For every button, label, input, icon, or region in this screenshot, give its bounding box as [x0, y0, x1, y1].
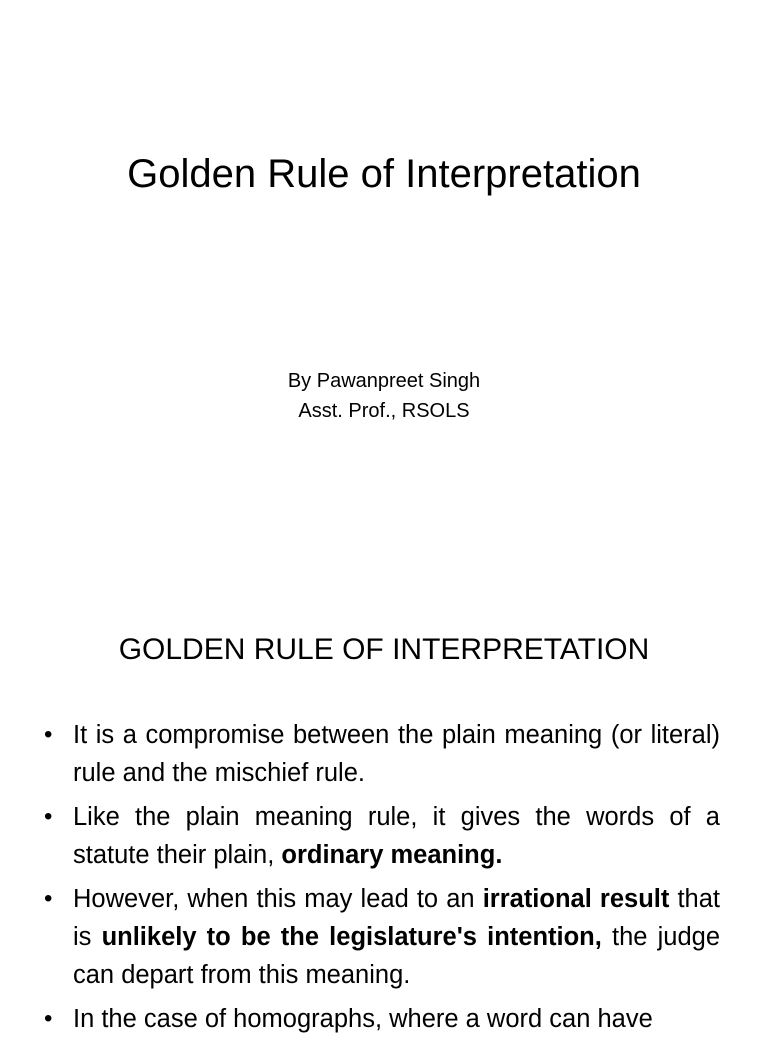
- bullet-icon: •: [44, 1005, 53, 1032]
- content-slide: [0, 576, 768, 1033]
- bullet-list: [44, 716, 720, 1044]
- bullet-text: Like the plain meaning rule, it gives the words of a statute their plain,: [73, 803, 720, 869]
- bullet-item: [44, 716, 720, 792]
- bullet-text: that is: [73, 885, 720, 951]
- bullet-text: the judge can depart from this meaning.: [73, 923, 720, 989]
- presentation-title: Golden Rule of Interpretation: [127, 152, 641, 196]
- bullet-text: However, when this may lead to an: [73, 885, 483, 913]
- author-line: By Pawanpreet Singh: [287, 370, 481, 392]
- author-position: Asst. Prof., RSOLS: [298, 400, 470, 422]
- bullet-item: [44, 1000, 720, 1038]
- bullet-icon: •: [44, 885, 53, 912]
- bullet-text: It is a compromise between the plain meaning (or literal) rule and the mischief rule.: [73, 721, 720, 787]
- slide-heading: GOLDEN RULE OF INTERPRETATION: [118, 633, 650, 666]
- bullet-text: In the case of homographs, where a word can have: [73, 1005, 653, 1033]
- bullet-bold-text: ordinary meaning.: [281, 841, 503, 869]
- author-block: [0, 366, 768, 426]
- bullet-item: [44, 798, 720, 874]
- bullet-bold-text: unlikely to be the legislature's intention,: [101, 923, 602, 951]
- bullet-icon: •: [44, 803, 53, 830]
- bullet-bold-text: irrational result: [482, 885, 670, 913]
- bullet-icon: •: [44, 721, 53, 748]
- bullet-item: [44, 880, 720, 994]
